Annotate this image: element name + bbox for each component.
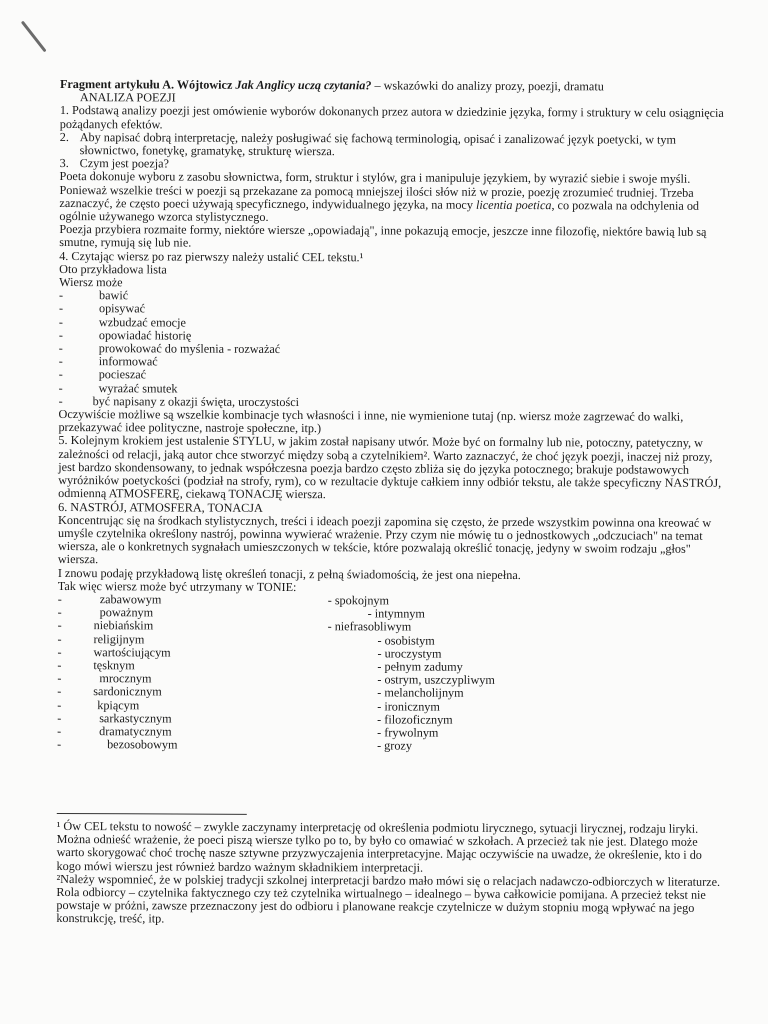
list-item: - ostrym, uszczypliwym [377,672,495,688]
paragraph-tone-list-intro: I znowu podaję przykładową listę określeń tonacji, z pełną świadomością, że jest ona niepełna. [57,565,521,582]
footnote-divider [57,813,247,815]
tone-list-left [57,593,318,753]
point-3: 3. Czym jest poezja? [59,156,170,171]
point-2: 2. Aby napisać dobrą interpretację, należy posługiwać się fachową terminologią, opisać i zanalizować język poetycki, w tym słownictwo, fonetykę, gramatykę, strukturę wiersza. [59,129,677,159]
point-6: 6. NASTRÓJ, ATMOSFERA, TONACJA [58,499,263,515]
heading-prefix: Fragment artykułu A. Wójtowicz [59,77,233,92]
list-item: - bezosobowym [57,737,178,752]
list-item: - niebiańskim [57,618,154,633]
list-item: - tęsknym [57,657,135,673]
list-item: - być napisany z okazji święta, uroczystości [58,393,300,409]
list-item: - poważnym [57,605,154,620]
point-4: 4. Czytając wiersz po raz pierwszy należy ustalić CEL tekstu.¹ [59,248,364,264]
section-title: ANALIZA POEZJI [79,90,176,105]
list-item: - sardonicznym [57,684,162,699]
paragraph-forms: Poezja przybiera rozmaite formy, niektóre wiersze „opowiadają", inne pokazują emocje, jeszcze inne filozofię, niektóre bawią lub są smutne, rymują się lub nie. [59,222,707,251]
list-item: - dramatycznym [57,723,172,739]
footnote-2: ²Należy wspomnieć, że w polskiej tradycji szkolnej interpretacji bardzo mało mówi się o relacjach nadawczo-odbiorczych w literaturze. Rola odbiorcy – czytelnika faktycznego czy też czytelnika wirtualnego – idealnego – bywa całkowicie pomijana. A przecież tekst nie powstaje w próżni, zawsze przeznaczony jest do odbioru i planowane reakcje czytelnicze w dużym stopniu mogą wpływać na jego konstrukcję, treść, itp. [56,871,721,926]
tone-lists [57,593,722,786]
list-item: - intymnym [367,606,425,621]
list-item: - bawić [59,288,129,303]
list-item: - sarkastycznym [57,710,172,726]
footnotes [56,820,720,929]
list-item: - opowiadać historię [58,327,192,343]
list-item: - mrocznym [57,671,152,686]
list-item: - filozoficznym [377,712,453,727]
list-item: - uroczystym [377,646,442,661]
article-body [56,78,724,928]
list-item: - niefrasobliwym [327,619,412,634]
list-item: - frywolnym [377,725,439,740]
list-item: - wzbudzać emocje [58,314,186,330]
staple-mark [21,21,47,53]
list-item: - ironicznym [377,698,440,714]
tone-list-right [327,594,628,754]
list-item: - kpiącym [57,697,140,712]
list-item: - osobistym [377,632,435,648]
paragraph-mood: Koncentrując się na środkach stylistycznych, treści i ideach poezji zapomina się często, że przede wszystkim powinna ona kreować w umyśle czytelnika określony nastrój, powinna wywierać wrażenie. Przy czym nie mówię tu o jednostkowych „odczuciach" na temat wiersza, ale o konkretnych sygnałach umieszczonych w tekście, które pozwalają określić tonację, jedyny w swoim rodzaju „głos" wiersza. [57,512,712,567]
paragraph-poet: Poeta dokonuje wyboru z zasobu słownictwa, form, struktur i stylów, gra i manipuluje językiem, by wyrazić siebie i swoje myśli. Ponieważ wszelkie treści w poezji są przekazane za pomocą mniejszej ilości słów niż w prozie, poezję zrozumieć trudniej. Trzeba zaznaczyć, że często poeci używają specyficznego, indywidualnego języka, na mocy licentia poetica, co pozwala na odchylenia od ogólnie używanego wzorca stylistycznego. [59,169,700,224]
heading-rest: – wskazówki do analizy prozy, poezji, dramatu [371,78,604,94]
heading-title: Jak Anglicy uczą czytania? [235,77,372,93]
list-intro-2: Wiersz może [59,275,123,290]
list-item: - wyrażać smutek [58,380,178,396]
list-item: - wartościującym [57,644,171,660]
list-item: - opisywać [58,301,146,316]
paragraph-tone: Tak więc wiersz może być utrzymany w TONIE: [57,578,297,594]
point-1: 1. Podstawą analizy poezji jest omówienie wyborów dokonanych przez autora w dziedzinie języka, formy i struktury w celu osiągnięcia pożądanych efektów. [59,103,724,132]
list-item: - grozy [377,738,412,753]
list-item: - zabawowym [57,591,162,607]
list-item: - spokojnym [327,593,390,608]
list-item: - informować [58,354,158,369]
point-5: 5. Kolejnym krokiem jest ustalenie STYLU, w jakim został napisany utwór. Może być on formalny lub nie, potoczny, patetyczny, w zależności od relacji, jaką autor chce stworzyć między sobą a czytelnikiem². Warto zaznaczyć, że choć język poezji, inaczej niż prozy, jest bardzo skondensowany, to jednak współczesna poezja bardzo często zbliża się do języka potocznego; brakuje podstawowych wyróżników poetyckości (podział na strofy, rym), co w rezultacie dyktuje całkiem inny odbiór tekstu, ale także specyficzny NASTRÓJ, odmienną ATMOSFERĘ, ciekawą TONACJĘ wiersza. [58,433,722,502]
list-item: - prowokować do myślenia - rozważać [58,341,281,357]
list-item: - religijnym [57,631,145,646]
list-item: - melancholijnym [377,685,464,701]
list-item: - pocieszać [58,367,147,382]
list-item: - pełnym zadumy [377,659,463,674]
list-intro: Oto przykładowa lista [59,261,167,277]
paragraph-combinations: Oczywiście możliwe są wszelkie kombinacje tych własności i inne, nie wymienione tutaj (np. wiersz może zagrzewać do walki, przekazywać idee polityczne, nastroje społeczne, itp.) [58,407,684,436]
purpose-list [59,289,724,411]
footnote-1: ¹ Ów CEL tekstu to nowość – zwykle zaczynamy interpretację od określenia podmiotu lirycznego, sytuacji lirycznej, rodzaju liryki. Można odnieść wrażenie, że poeci piszą wiersze tylko po to, by było co omawiać w szkołach. A przecież tak nie jest. Dlatego może warto skorygować choć trochę nasze sztywne przyzwyczajenia interpretacyjne. Mając oczywiście na uwadze, że określenie, kto i do kogo mówi wierszu jest również bardzo ważnym składnikiem interpretacji. [56,818,702,875]
